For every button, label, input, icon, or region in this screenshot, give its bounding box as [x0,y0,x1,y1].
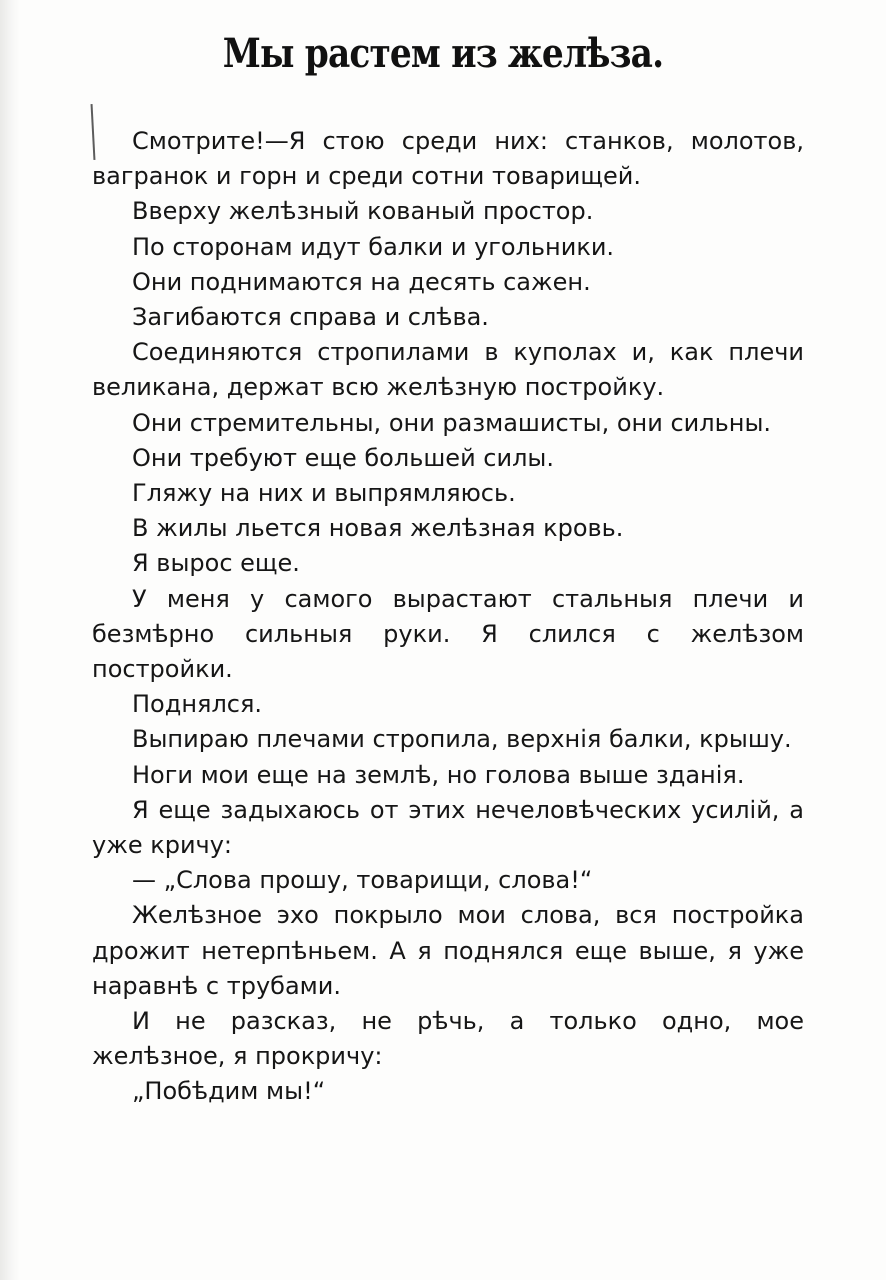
paragraph: Соединяются стропилами в куполах и, как плечи великана, держат всю желѣзную постройку. [92,338,804,402]
paragraph: Желѣзное эхо покрыло мои слова, вся постройка дрожит нетерпѣньем. А я поднялся еще выше, я уже наравнѣ с трубами. [92,901,804,1000]
paragraph: Загибаются справа и слѣва. [132,303,489,332]
paragraph: В жилы льется новая желѣзная кровь. [132,514,624,543]
paragraph: Выпираю плечами стропила, верхнія балки, крышу. [132,725,792,754]
paragraph: И не разсказ, не рѣчь, а только одно, мое желѣзное, я прокричу: [92,1007,804,1071]
paragraph: — „Слова прошу, товарищи, слова!“ [132,866,593,895]
paragraph: У меня у самого вырастают стальныя плечи и безмѣрно сильныя руки. Я слился с желѣзом постройки. [92,584,804,684]
paragraph: Я еще задыхаюсь от этих нечеловѣческих усилій, а уже кричу: [92,795,804,860]
paragraph: Поднялся. [132,690,263,719]
paragraph: „Побѣдим мы!“ [132,1077,326,1106]
page-title: Мы растем из желѣза. [222,30,664,77]
paragraph: Я вырос еще. [132,549,300,578]
paragraph: По сторонам идут балки и угольники. [132,232,615,261]
paragraph: Смотрите!—Я стою среди них: станков, молотов, вагранок и горн и среди сотни товарищей. [92,127,804,191]
paragraph: Они стремительны, они размашисты, они сильны. [132,408,772,437]
paragraph: Ноги мои еще на землѣ, но голова выше зданія. [132,760,745,789]
poem-body [92,124,804,1110]
paragraph: Они поднимаются на десять сажен. [132,267,591,296]
paragraph: Вверху желѣзный кованый простор. [132,197,594,226]
page-edge-shadow [0,0,20,1280]
paragraph: Они требуют еще большей силы. [132,443,555,472]
paragraph: Гляжу на них и выпрямляюсь. [132,479,516,508]
